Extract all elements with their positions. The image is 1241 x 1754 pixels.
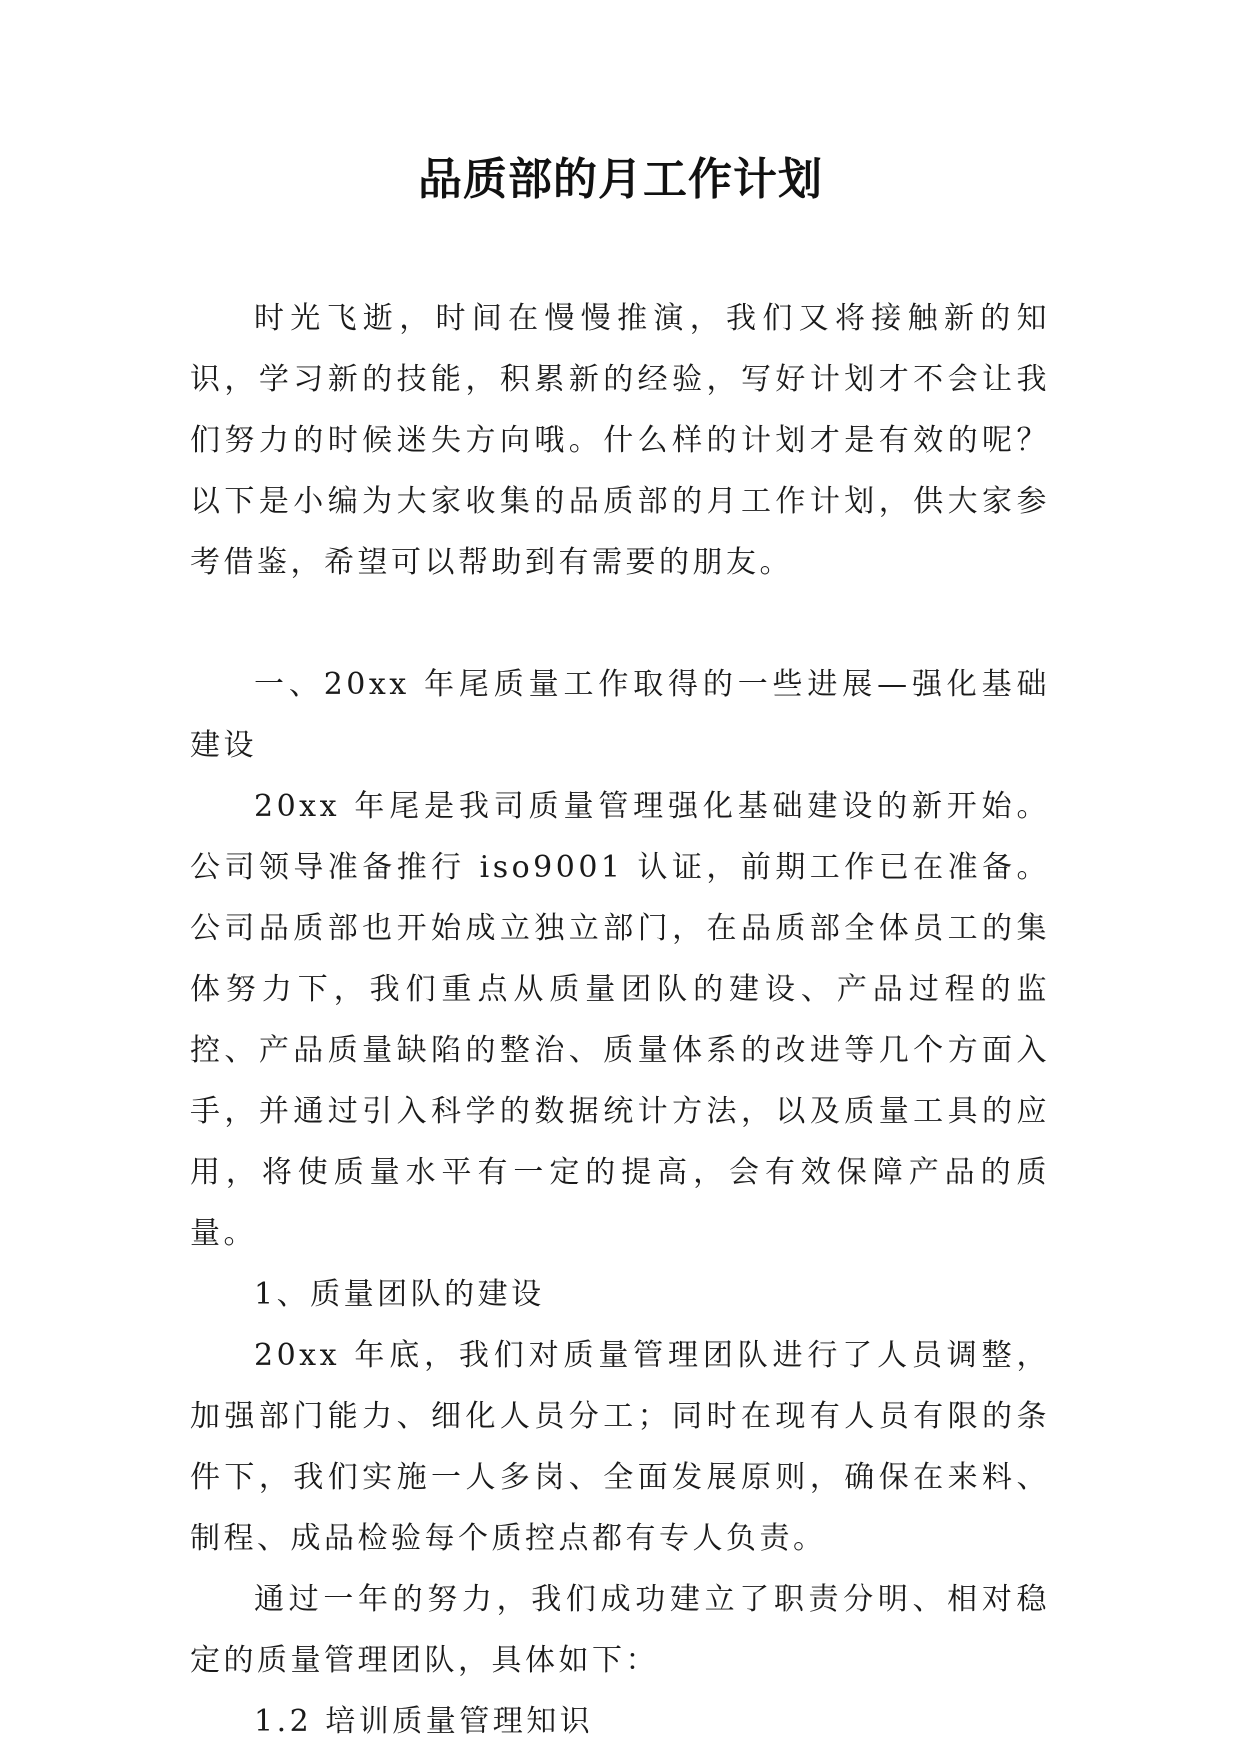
subsection-heading-2: 1.2 培训质量管理知识 [254, 1704, 594, 1739]
section-paragraph: 20xx 年尾是我司质量管理强化基础建设的新开始。公司领导准备推行 iso9001 认证，前期工作已在准备。公司品质部也开始成立独立部门，在品质部全体员工的集体努力下，我们重点从质量团队的建设、产品过程的监控、产品质量缺陷的整治、质量体系的改进等几个方面入手，并通过引入科学的数据统计方法，以及质量工具的应用，将使质量水平有一定的提高，会有效保障产品的质量。 [190, 789, 1050, 1251]
subsection-paragraph: 20xx 年底，我们对质量管理团队进行了人员调整，加强部门能力、细化人员分工；同时在现有人员有限的条件下，我们实施一人多岗、全面发展原则，确保在来料、制程、成品检验每个质控点都有专人负责。 [190, 1338, 1050, 1556]
intro-paragraph: 时光飞逝，时间在慢慢推演，我们又将接触新的知识，学习新的技能，积累新的经验，写好计划才不会让我们努力的时候迷失方向哦。什么样的计划才是有效的呢？以下是小编为大家收集的品质部的月工作计划，供大家参考借鉴，希望可以帮助到有需要的朋友。 [190, 301, 1050, 580]
paragraph-gap [190, 593, 1050, 654]
subsection-heading: 1、质量团队的建设 [254, 1277, 545, 1312]
subsection-paragraph-2: 通过一年的努力，我们成功建立了职责分明、相对稳定的质量管理团队，具体如下： [190, 1582, 1050, 1678]
document-body [190, 288, 1050, 1752]
document-title: 品质部的月工作计划 [418, 154, 823, 205]
section-heading: 一、20xx 年尾质量工作取得的一些进展—强化基础建设 [190, 667, 1050, 763]
